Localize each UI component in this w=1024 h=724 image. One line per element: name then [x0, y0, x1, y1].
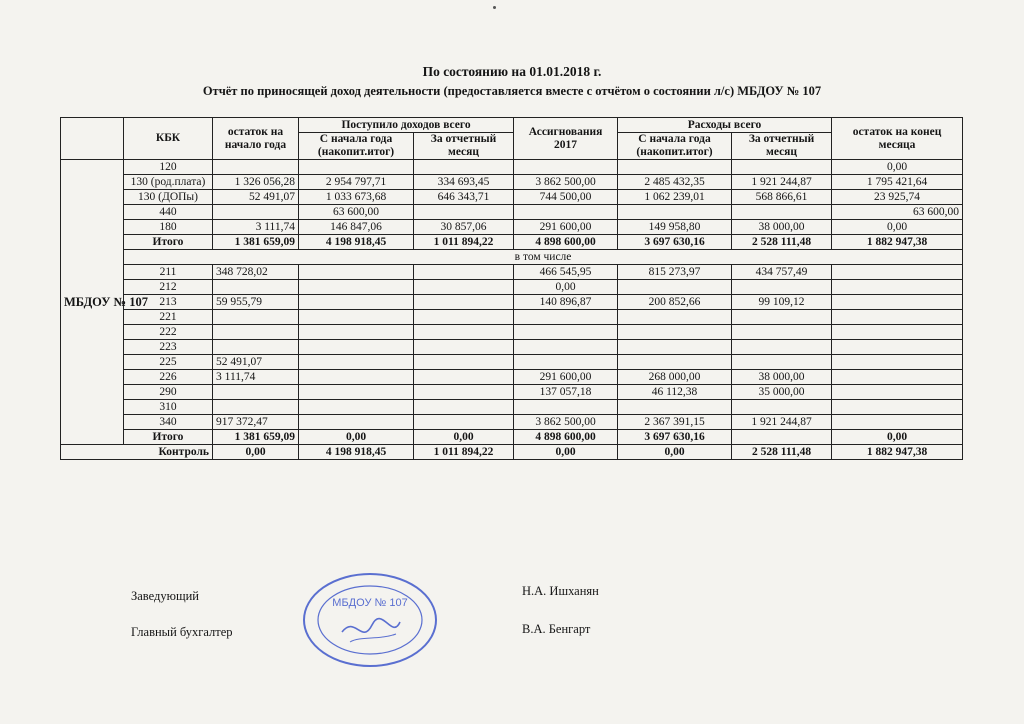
cell: 0,00 — [832, 220, 963, 235]
cell: 4 198 918,45 — [299, 235, 414, 250]
cell: 1 921 244,87 — [732, 175, 832, 190]
cell — [832, 355, 963, 370]
cell: 99 109,12 — [732, 295, 832, 310]
cell: 434 757,49 — [732, 265, 832, 280]
kbk-cell: 225 — [124, 355, 213, 370]
header-end-balance: остаток на конец месяца — [832, 118, 963, 160]
cell — [299, 340, 414, 355]
cell: 63 600,00 — [832, 205, 963, 220]
cell — [732, 355, 832, 370]
table-row — [61, 325, 963, 340]
cell: 1 011 894,22 — [414, 445, 514, 460]
cell: 0,00 — [514, 445, 618, 460]
cell — [514, 205, 618, 220]
cell: 0,00 — [618, 445, 732, 460]
table-row — [61, 400, 963, 415]
cell — [299, 265, 414, 280]
cell: 815 273,97 — [618, 265, 732, 280]
cell: 1 882 947,38 — [832, 445, 963, 460]
cell — [514, 400, 618, 415]
cell — [618, 160, 732, 175]
cell: 1 326 056,28 — [213, 175, 299, 190]
cell — [618, 400, 732, 415]
cell — [414, 400, 514, 415]
table-row — [61, 295, 963, 310]
signature-underline — [350, 634, 396, 642]
kbk-cell: 340 — [124, 415, 213, 430]
cell — [832, 385, 963, 400]
cell — [299, 280, 414, 295]
table-row — [61, 370, 963, 385]
cell — [514, 310, 618, 325]
cell — [414, 385, 514, 400]
cell: 3 111,74 — [213, 220, 299, 235]
cell: 0,00 — [832, 430, 963, 445]
cell: 744 500,00 — [514, 190, 618, 205]
cell — [299, 325, 414, 340]
cell — [414, 370, 514, 385]
kbk-cell: 290 — [124, 385, 213, 400]
cell: 466 545,95 — [514, 265, 618, 280]
cell: 2 528 111,48 — [732, 445, 832, 460]
cell — [299, 370, 414, 385]
cell: 4 198 918,45 — [299, 445, 414, 460]
head-title: Заведующий — [131, 589, 199, 603]
cell: 1 882 947,38 — [832, 235, 963, 250]
header-expense-month: За отчетный месяц — [732, 133, 832, 160]
table-row — [61, 220, 963, 235]
cell — [832, 295, 963, 310]
header-start-balance: остаток на начало года — [213, 118, 299, 160]
cell: 2 954 797,71 — [299, 175, 414, 190]
cell — [213, 205, 299, 220]
cell — [414, 325, 514, 340]
cell — [213, 340, 299, 355]
cell — [732, 280, 832, 295]
cell: 3 862 500,00 — [514, 415, 618, 430]
cell — [414, 355, 514, 370]
header-allocations: Ассигнования 2017 — [514, 118, 618, 160]
kbk-cell: 440 — [124, 205, 213, 220]
cell — [732, 430, 832, 445]
cell: 200 852,66 — [618, 295, 732, 310]
accountant-name: В.А. Бенгарт — [522, 622, 591, 636]
cell: 0,00 — [832, 160, 963, 175]
cell: 149 958,80 — [618, 220, 732, 235]
cell — [299, 385, 414, 400]
header-kbk: КБК — [124, 118, 213, 160]
cell — [414, 205, 514, 220]
kbk-cell: 130 (род.плата) — [124, 175, 213, 190]
cell — [514, 340, 618, 355]
header-income-month: За отчетный месяц — [414, 133, 514, 160]
report-table — [60, 117, 963, 460]
cell — [618, 340, 732, 355]
cell — [832, 400, 963, 415]
cell: 137 057,18 — [514, 385, 618, 400]
table-row — [61, 355, 963, 370]
cell: 63 600,00 — [299, 205, 414, 220]
header-income-group: Поступило доходов всего — [299, 118, 514, 133]
cell — [832, 310, 963, 325]
cell — [832, 340, 963, 355]
cell — [732, 340, 832, 355]
cell: 146 847,06 — [299, 220, 414, 235]
control-label: Контроль — [61, 445, 213, 460]
cell: 348 728,02 — [213, 265, 299, 280]
cell — [213, 400, 299, 415]
cell — [414, 295, 514, 310]
kbk-cell: 226 — [124, 370, 213, 385]
cell — [213, 310, 299, 325]
kbk-cell: 222 — [124, 325, 213, 340]
cell — [618, 205, 732, 220]
cell — [414, 160, 514, 175]
cell: 3 697 630,16 — [618, 235, 732, 250]
cell — [414, 415, 514, 430]
kbk-cell: 212 — [124, 280, 213, 295]
cell — [299, 415, 414, 430]
cell: 568 866,61 — [732, 190, 832, 205]
cell — [414, 340, 514, 355]
cell — [213, 160, 299, 175]
header-blank — [61, 118, 124, 160]
control-row — [61, 445, 963, 460]
cell — [213, 325, 299, 340]
cell: 1 795 421,64 — [832, 175, 963, 190]
table-row — [61, 280, 963, 295]
cell: 1 062 239,01 — [618, 190, 732, 205]
cell — [618, 355, 732, 370]
cell: 3 697 630,16 — [618, 430, 732, 445]
table-row — [61, 175, 963, 190]
table-row — [61, 205, 963, 220]
cell: 291 600,00 — [514, 370, 618, 385]
scan-dot — [493, 6, 496, 9]
cell — [732, 310, 832, 325]
including-label: в том числе — [124, 250, 963, 265]
stamp-outer-ring — [304, 574, 436, 666]
cell — [299, 295, 414, 310]
cell: 38 000,00 — [732, 370, 832, 385]
cell: 4 898 600,00 — [514, 430, 618, 445]
cell: 4 898 600,00 — [514, 235, 618, 250]
cell — [832, 325, 963, 340]
cell — [299, 400, 414, 415]
total-label: Итого — [124, 235, 213, 250]
cell — [732, 160, 832, 175]
cell — [514, 325, 618, 340]
cell — [832, 265, 963, 280]
cell — [299, 160, 414, 175]
cell: 59 955,79 — [213, 295, 299, 310]
header-expense-ytd: С начала года (накопит.итог) — [618, 133, 732, 160]
cell: 0,00 — [213, 445, 299, 460]
official-stamp — [300, 570, 440, 670]
cell: 2 485 432,35 — [618, 175, 732, 190]
accountant-title: Главный бухгалтер — [131, 625, 233, 639]
cell: 0,00 — [299, 430, 414, 445]
cell — [732, 400, 832, 415]
cell: 1 381 659,09 — [213, 430, 299, 445]
stamp-text: МБДОУ № 107 — [332, 597, 408, 609]
cell: 35 000,00 — [732, 385, 832, 400]
cell: 334 693,45 — [414, 175, 514, 190]
table-row — [61, 340, 963, 355]
kbk-cell: 130 (ДОПы) — [124, 190, 213, 205]
cell: 3 111,74 — [213, 370, 299, 385]
cell: 917 372,47 — [213, 415, 299, 430]
org-cell: МБДОУ № 107 — [61, 160, 124, 445]
kbk-cell: 213 — [124, 295, 213, 310]
kbk-cell: 310 — [124, 400, 213, 415]
table-row — [61, 415, 963, 430]
cell: 268 000,00 — [618, 370, 732, 385]
cell: 52 491,07 — [213, 355, 299, 370]
header-income-ytd: С начала года (накопит.итог) — [299, 133, 414, 160]
table-row — [61, 250, 963, 265]
cell — [514, 160, 618, 175]
cell — [414, 265, 514, 280]
page-subtitle: Отчёт по приносящей доход деятельности (предоставляется вместе с отчётом о состоянии л/с) МБДОУ № 107 — [202, 84, 822, 98]
cell: 646 343,71 — [414, 190, 514, 205]
table-row — [61, 265, 963, 280]
cell — [732, 205, 832, 220]
cell — [514, 355, 618, 370]
cell — [213, 385, 299, 400]
kbk-cell: 120 — [124, 160, 213, 175]
cell: 2 367 391,15 — [618, 415, 732, 430]
page-title: По состоянию на 01.01.2018 г. — [422, 64, 602, 79]
cell: 1 011 894,22 — [414, 235, 514, 250]
cell — [299, 310, 414, 325]
cell — [213, 280, 299, 295]
cell — [732, 325, 832, 340]
total-label: Итого — [124, 430, 213, 445]
total-row — [61, 235, 963, 250]
cell: 1 033 673,68 — [299, 190, 414, 205]
cell: 3 862 500,00 — [514, 175, 618, 190]
table-row — [61, 310, 963, 325]
cell: 0,00 — [414, 430, 514, 445]
cell — [832, 280, 963, 295]
table-row — [61, 160, 963, 175]
signature-scribble — [342, 619, 400, 633]
cell — [299, 355, 414, 370]
cell: 1 921 244,87 — [732, 415, 832, 430]
kbk-cell: 180 — [124, 220, 213, 235]
cell: 0,00 — [514, 280, 618, 295]
table-row — [61, 385, 963, 400]
total-row — [61, 430, 963, 445]
cell — [414, 280, 514, 295]
kbk-cell: 211 — [124, 265, 213, 280]
header-expense-group: Расходы всего — [618, 118, 832, 133]
table-row — [61, 190, 963, 205]
cell: 1 381 659,09 — [213, 235, 299, 250]
cell — [832, 415, 963, 430]
kbk-cell: 221 — [124, 310, 213, 325]
cell — [414, 310, 514, 325]
cell: 2 528 111,48 — [732, 235, 832, 250]
cell: 46 112,38 — [618, 385, 732, 400]
cell — [832, 370, 963, 385]
cell — [618, 280, 732, 295]
cell: 30 857,06 — [414, 220, 514, 235]
head-name: Н.А. Ишханян — [522, 584, 599, 598]
cell: 140 896,87 — [514, 295, 618, 310]
cell: 38 000,00 — [732, 220, 832, 235]
cell — [618, 310, 732, 325]
cell: 23 925,74 — [832, 190, 963, 205]
cell: 291 600,00 — [514, 220, 618, 235]
cell: 52 491,07 — [213, 190, 299, 205]
cell — [618, 325, 732, 340]
kbk-cell: 223 — [124, 340, 213, 355]
